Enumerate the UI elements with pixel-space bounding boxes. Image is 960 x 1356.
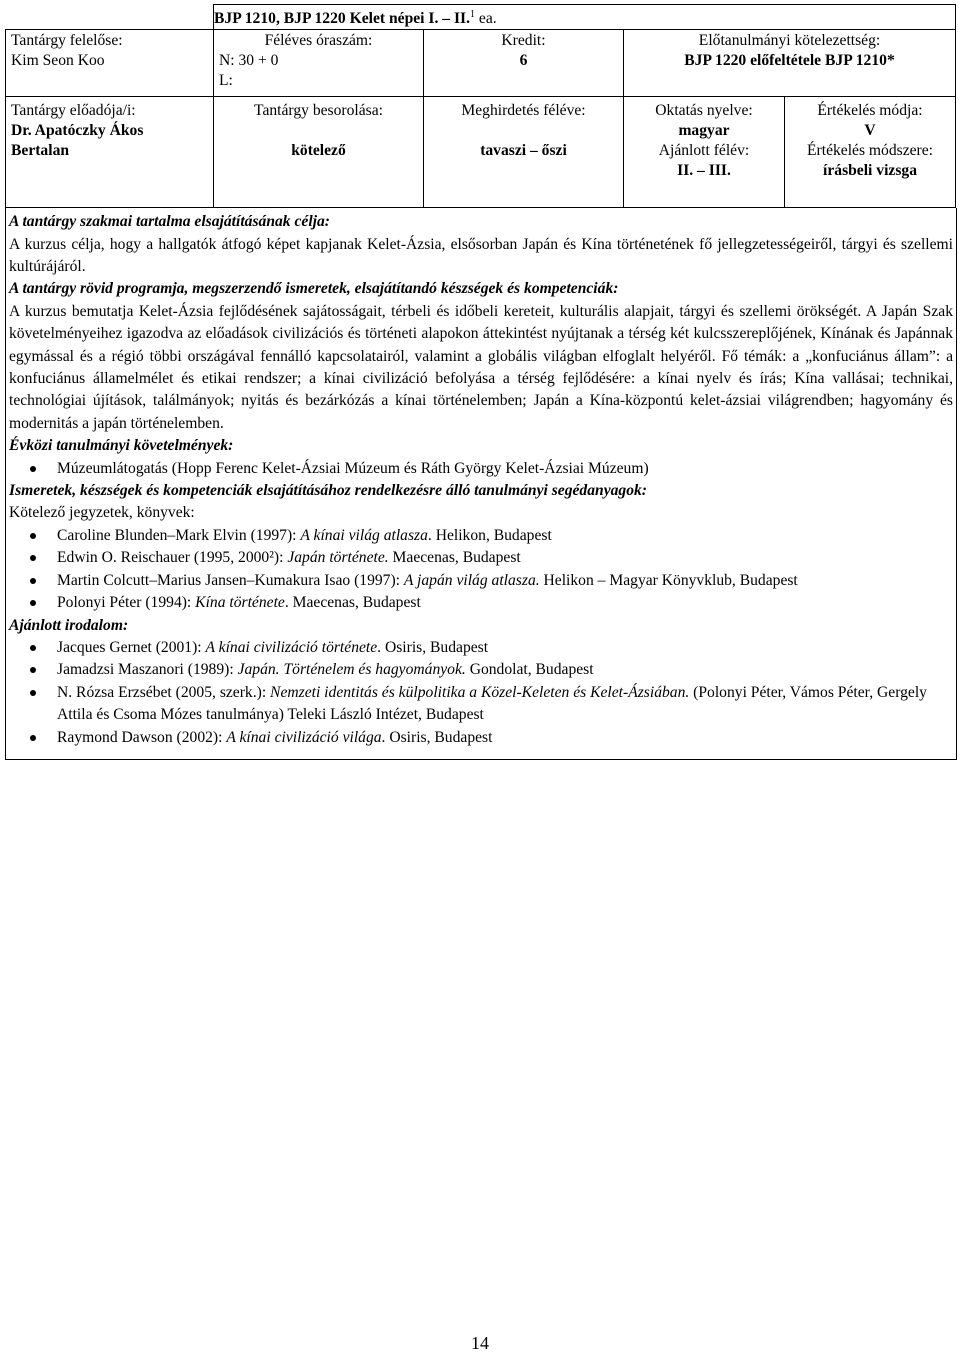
requirements-list: [9, 458, 953, 480]
course-sheet: [5, 4, 955, 760]
semester-label: Meghirdetés féléve:: [461, 102, 586, 120]
required-books-label: Kötelező jegyzetek, könyvek:: [9, 504, 195, 522]
language-value: magyar: [678, 122, 730, 140]
eval-mode-label: Értékelés módja:: [817, 102, 923, 120]
hours-n: N: 30 + 0: [219, 52, 279, 70]
required-books-list: [9, 525, 953, 615]
credit-label: Kredit:: [501, 32, 546, 50]
list-item: Raymond Dawson (2002): A kínai civilizáció világa. Osiris, Budapest: [57, 727, 953, 749]
list-item: Jacques Gernet (2001): A kínai civilizáció története. Osiris, Budapest: [57, 637, 953, 659]
page-number: 14: [471, 1333, 489, 1353]
lecturer-name: Dr. Apatóczky Ákos Bertalan: [11, 122, 144, 160]
list-item: Jamadzsi Maszanori (1989): Japán. Történelem és hagyományok. Gondolat, Budapest: [57, 659, 953, 681]
responsible-label: Tantárgy felelőse:: [11, 32, 123, 50]
prereq-cell: [624, 30, 955, 72]
aim-text: A kurzus célja, hogy a hallgatók átfogó képet kapjanak Kelet-Ázsia, elsősorban Japán és Kína történetének fő jellegzetességeiről, tárgyi és szellemi kultúrájáról.: [9, 235, 953, 275]
course-header-table: [5, 4, 956, 208]
credit-value: 6: [519, 52, 528, 70]
hours-label: Féléves óraszám:: [264, 32, 373, 50]
lecturer-cell: [6, 97, 213, 162]
prereq-label: Előtanulmányi kötelezettség:: [698, 32, 881, 50]
eval-method-label: Értékelés módszere:: [807, 142, 934, 160]
eval-mode-value: V: [864, 122, 876, 140]
list-item: Martin Colcutt–Marius Jansen–Kumakura Isao (1997): A japán világ atlasza. Helikon – Magyar Könyvklub, Budapest: [57, 570, 953, 592]
language-label: Oktatás nyelve:: [655, 102, 753, 120]
course-content: [5, 208, 957, 760]
hours-l: L:: [219, 72, 233, 90]
classification-cell: [214, 97, 423, 162]
hours-cell: [214, 30, 423, 92]
recommended-semester-value: II. – III.: [677, 162, 731, 180]
list-item: Edwin O. Reischauer (1995, 2000²): Japán története. Maecenas, Budapest: [57, 547, 953, 569]
recommended-reading-heading: Ajánlott irodalom:: [9, 616, 129, 634]
classification-value: kötelező: [291, 142, 346, 160]
list-item: Múzeumlátogatás (Hopp Ferenc Kelet-Ázsiai Múzeum és Ráth György Kelet-Ázsiai Múzeum): [57, 458, 953, 480]
credit-cell: [424, 30, 623, 72]
list-item: Caroline Blunden–Mark Elvin (1997): A kínai világ atlasza. Helikon, Budapest: [57, 525, 953, 547]
requirements-heading: Évközi tanulmányi követelmények:: [9, 437, 234, 455]
recommended-semester-label: Ajánlott félév:: [658, 142, 750, 160]
program-heading: A tantárgy rövid programja, megszerzendő ismeretek, elsajátítandó készségek és kompetenciák:: [9, 280, 619, 298]
classification-label: Tantárgy besorolása:: [254, 102, 383, 120]
recommended-reading-list: [9, 637, 953, 749]
responsible-cell: [6, 30, 213, 72]
semester-cell: [424, 97, 623, 162]
eval-method-value: írásbeli vizsga: [823, 162, 918, 180]
lecturer-label: Tantárgy előadója/i:: [11, 102, 136, 120]
responsible-name: Kim Seon Koo: [11, 52, 105, 70]
aim-heading: A tantárgy szakmai tartalma elsajátításának célja:: [9, 213, 330, 231]
evaluation-cell: [785, 97, 955, 182]
language-cell: [624, 97, 784, 182]
list-item: N. Rózsa Erzsébet (2005, szerk.): Nemzeti identitás és külpolitika a Közel-Keleten és Kelet-Ázsiában. (Polonyi Péter, Vámos Péter, Gergely Attila és Csoma Mózes tanulmánya) Teleki László Intézet, Budapest: [57, 682, 953, 727]
program-text: A kurzus bemutatja Kelet-Ázsia fejlődésének sajátosságait, térbeli és időbeli kereteit, kulturális alapjait, tárgyi és szellemi örökségét. A Japán Szak követelményeihez igazodva az előadások civilizációs és történeti alapokon áttekintést nyújtanak a térség két kulcsszereplőjének, Kínának és Japánnak egymással és a régió többi országával fennálló kapcsolatairól, valamint a globális világban elfoglalt helyéről. Fő témák: a „konfuciánus állam”: a konfuciánus államelmélet és etikai rendszer; a kínai civilizáció befolyása a térség fejlődésére: a kínai nyelv és írás; Kína vallásai; technikai, technológiai újítások, találmányok; nyitás és bezárkózás a kínai történelemben; Japán a Kína-központú kelet-ázsiai világrendben; hagyomány és modernitás a japán történelemben.: [9, 302, 953, 432]
course-title: BJP 1210, BJP 1220 Kelet népei I. – II.$^1$ ea.: [214, 5, 956, 30]
list-item: Polonyi Péter (1994): Kína története. Maecenas, Budapest: [57, 592, 953, 614]
materials-heading: Ismeretek, készségek és kompetenciák elsajátításához rendelkezésre álló tanulmányi segédanyagok:: [9, 482, 647, 500]
prereq-value: BJP 1220 előfeltétele BJP 1210*: [684, 52, 895, 70]
semester-value: tavaszi – őszi: [480, 142, 567, 160]
